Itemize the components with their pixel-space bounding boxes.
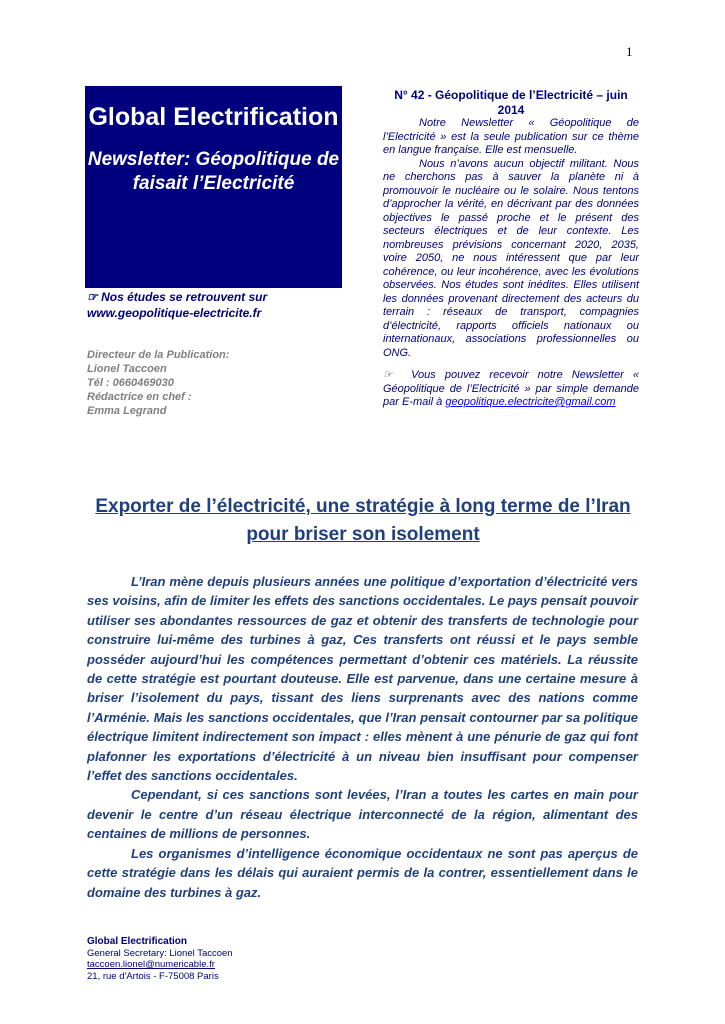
intro-column — [383, 117, 639, 410]
staff-line: Rédactrice en chef : — [87, 391, 192, 403]
footer-secretary: General Secretary: Lionel Taccoen — [87, 947, 233, 959]
subscribe-email-link[interactable]: geopolitique.electricite@gmail.com — [445, 396, 616, 408]
subscribe-paragraph — [383, 369, 639, 410]
staff-line: Directeur de la Publication: — [87, 349, 230, 361]
pointing-hand-icon: ☞ — [87, 290, 98, 304]
staff-line: Tél : 0660469030 — [87, 377, 174, 389]
staff-line: Emma Legrand — [87, 405, 167, 417]
intro-paragraph: Nous n’avons aucun objectif militant. Nous ne cherchons pas à sauver la planète ni à promouvoir le nucléaire ou le solaire. Nous tentons d’approcher la vérité, en décrivant par des données objectives le passé proche et le présent des secteurs électriques et de leur contexte. Les nombreuses prévisions concernant 2020, 2035, voire 2050, ne nous intéressent que par leur cohérence, ou leur incohérence, avec les évolutions observées. Nos études sont inédites. Elles utilisent les données provenant directement des acteurs du terrain : réseaux de transport, compagnies d’électricité, rapports officiels nationaux ou internationaux, associations professionnelles ou ONG. — [383, 157, 639, 359]
page-number: 1 — [626, 44, 633, 59]
article-headline: Exporter de l’électricité, une stratégie à long terme de l’Iran pour briser son isolement — [95, 496, 631, 545]
subscribe-text: Vous pouvez recevoir notre Newsletter « Géopolitique de l’Electricité » par simple demande par E-mail à — [383, 369, 639, 408]
intro-paragraph: Notre Newsletter « Géopolitique de l’Electricité » est la seule publication sur ce thème en langue française. Elle est mensuelle. — [383, 117, 639, 156]
article-paragraph: Cependant, si ces sanctions sont levées, l’Iran a toutes les cartes en main pour devenir le centre d’un réseau électrique interconnecté de la région, alimentant des centaines de millions de personnes. — [87, 787, 638, 842]
pointing-hand-icon: ☞ — [383, 369, 393, 381]
issue-title: N° 42 - Géopolitique de l’Electricité – juin 2014 — [394, 88, 628, 117]
studies-note-text[interactable]: Nos études se retrouvent sur www.geopolitique-electricite.fr — [87, 290, 268, 320]
newsletter-subtitle: Newsletter: Géopolitique de faisait l’Electricité — [87, 149, 340, 194]
staff-line: Lionel Taccoen — [87, 363, 167, 375]
footer — [87, 936, 387, 982]
article-paragraph: Les organismes d’intelligence économique occidentaux ne sont pas aperçus de cette stratégie dans les délais qui auraient permis de la contrer, essentiellement dans le domaine des turbines à gaz. — [87, 845, 638, 900]
studies-note — [87, 289, 337, 321]
footer-address: 21, rue d'Artois - F-75008 Paris — [87, 970, 219, 982]
masthead-box — [85, 86, 342, 288]
article-paragraph: L’Iran mène depuis plusieurs années une politique d’exportation d’électricité vers ses voisins, afin de limiter les effets des sanctions occidentales. Le pays pensait pouvoir utiliser ses abondantes ressources de gaz et obtenir des transferts de technologie pour construire lui-même des turbines à gaz, Ces transferts ont réussi et le pays semble posséder aujourd’hui les compétences permettant d’obtenir ces matériels. La réussite de cette stratégie est pourtant douteuse. Elle est parvenue, dans une certaine mesure à briser l’isolement du pays, tissant des liens surprenants avec des nations comme l’Arménie. Mais les sanctions occidentales, que l’Iran pensait contourner par sa politique électrique limitent indirectement son impact : elles mènent à une pénurie de gaz qui font plafonner les exportations d’électricité à un niveau bien insuffisant pour compenser l’effet des sanctions occidentales. — [87, 574, 638, 784]
footer-email-link[interactable]: taccoen.lionel@numericable.fr — [87, 959, 215, 970]
footer-org: Global Electrification — [87, 936, 188, 947]
newsletter-title: Global Electrification — [88, 103, 339, 131]
staff-block — [87, 348, 337, 418]
article-body — [87, 572, 638, 902]
